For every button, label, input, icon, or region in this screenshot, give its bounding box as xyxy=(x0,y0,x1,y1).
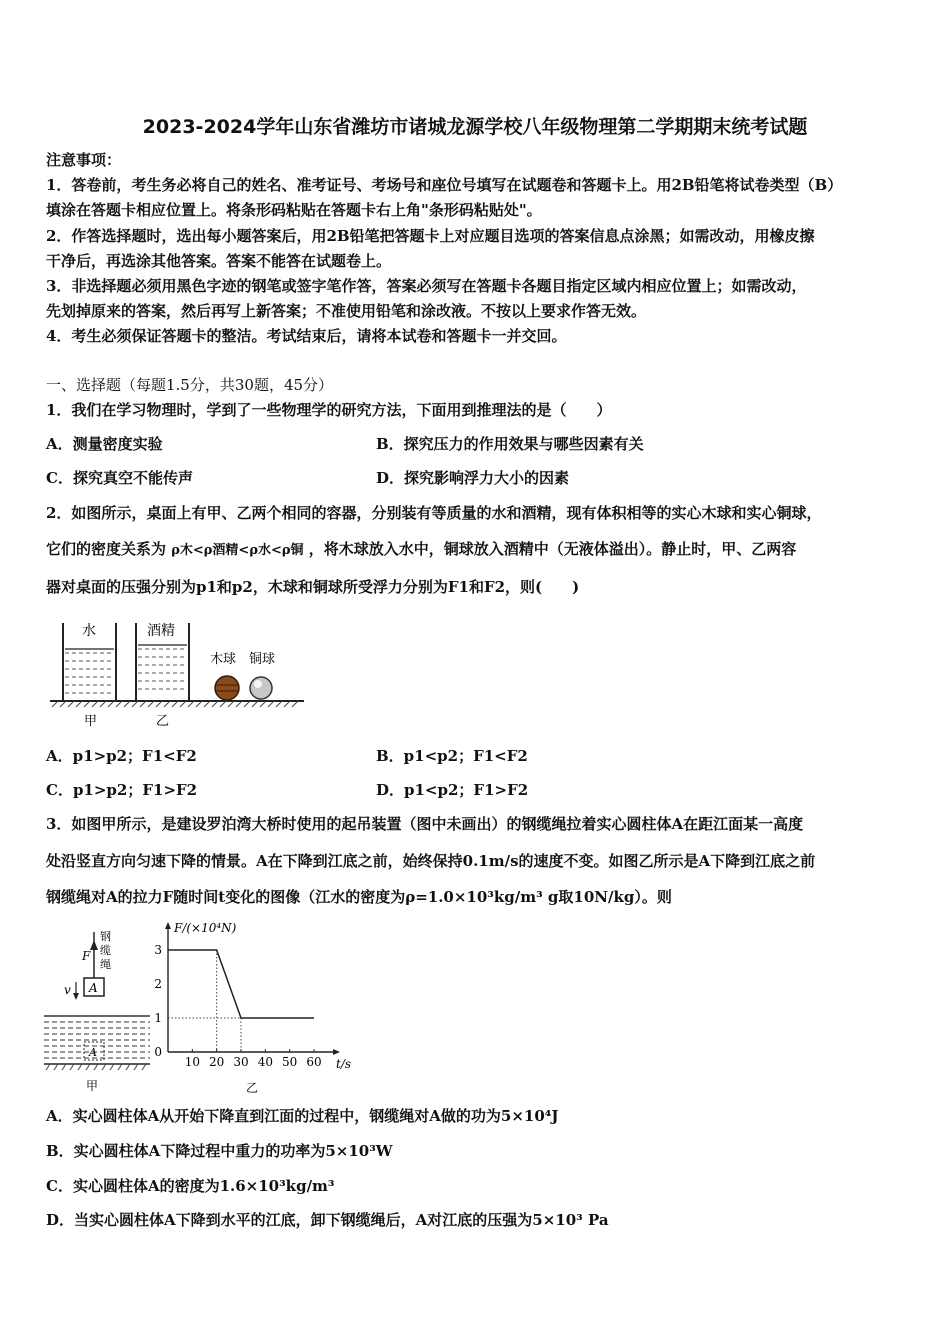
q3-option-c: C．实心圆柱体A的密度为1.6×10³kg/m³ xyxy=(46,1177,335,1195)
notice-line-7: 4．考生必须保证答题卡的整洁。考试结束后，请将本试卷和答题卡一并交回。 xyxy=(46,327,567,345)
label-alcohol: 酒精 xyxy=(147,623,175,639)
page-title: 2023-2024学年山东省潍坊市诸城龙源学校八年级物理第二学期期末统考试题 xyxy=(142,116,808,138)
q2-density-relation: ρ木<ρ酒精<ρ水<ρ铜 xyxy=(171,543,304,558)
notice-line-3: 2．作答选择题时，选出每小题答案后，用2B铅笔把答题卡上对应题目选项的答案信息点涂黑；如需改动，用橡皮擦 xyxy=(46,227,815,245)
chart-ylabel: F/(×10⁴N) xyxy=(174,921,237,935)
y-tick-label: 1 xyxy=(154,1011,162,1025)
q3-line-3: 钢缆绳对A的拉力F随时间t变化的图像（江水的密度为ρ=1.0×10³kg/m³ g取10N/kg）。则 xyxy=(46,888,672,906)
wood-ball xyxy=(215,676,239,700)
label-v: v xyxy=(64,983,71,997)
notice-line-5: 3．非选择题必须用黑色字迹的钢笔或签字笔作答，答案必须写在答题卡各题目指定区域内相应位置上；如需改动， xyxy=(46,277,807,295)
q3-option-b: B．实心圆柱体A下降过程中重力的功率为5×10³W xyxy=(46,1142,393,1160)
label-yi-q3: 乙 xyxy=(246,1081,259,1095)
river-lines xyxy=(44,1016,150,1058)
notice-heading: 注意事项： xyxy=(46,151,122,169)
y-tick-label: 2 xyxy=(154,977,162,991)
q1-stem: 1．我们在学习物理时，学到了一些物理学的研究方法，下面用到推理法的是（ ） xyxy=(46,401,612,419)
q2-line-2-text-b: ，将木球放入水中，铜球放入酒精中（无液体溢出）。静止时，甲、乙两容 xyxy=(308,540,797,558)
x-tick-label: 60 xyxy=(306,1055,322,1069)
x-tick-label: 30 xyxy=(233,1055,249,1069)
q1-option-d: D．探究影响浮力大小的因素 xyxy=(376,469,570,487)
q1-option-b: B．探究压力的作用效果与哪些因素有关 xyxy=(376,435,644,453)
y-tick-label: 0 xyxy=(154,1045,162,1059)
q2-option-a: A．p1>p2；F1<F2 xyxy=(46,747,197,765)
q1-option-c: C．探究真空不能传声 xyxy=(46,469,193,487)
x-tick-label: 50 xyxy=(282,1055,298,1069)
notice-line-4: 干净后，再选涂其他答案。答案不能答在试题卷上。 xyxy=(46,252,392,270)
x-tick-label: 40 xyxy=(257,1055,273,1069)
q2-option-b: B．p1<p2；F1<F2 xyxy=(376,747,528,765)
label-jia: 甲 xyxy=(84,714,98,729)
y-tick-label: 3 xyxy=(154,943,162,957)
q2-line-2 xyxy=(46,539,796,561)
force-series-line xyxy=(168,950,314,1018)
velocity-arrow-icon xyxy=(73,993,79,1000)
q3-option-d: D．当实心圆柱体A下降到水平的江底，卸下钢缆绳后，A对江底的压强为5×10³ Pa xyxy=(46,1211,609,1229)
q2-line-2-text-a: 它们的密度关系为 xyxy=(46,540,167,558)
notice-line-6: 先划掉原来的答案，然后再写上新答案；不准使用铅笔和涂改液。不按以上要求作答无效。 xyxy=(46,302,647,320)
alcohol-surface-lines xyxy=(138,649,187,689)
chart-ticks xyxy=(154,943,321,1069)
chart-xlabel: t/s xyxy=(336,1057,352,1071)
q3-figure-jia xyxy=(42,926,154,1096)
force-time-chart xyxy=(152,916,372,1096)
q3-option-a: A．实心圆柱体A从开始下降直到江面的过程中，钢缆绳对A做的功为5×10⁴J xyxy=(46,1107,559,1125)
q1-option-a: A．测量密度实验 xyxy=(46,435,163,453)
label-rope-1: 钢 xyxy=(100,930,111,943)
q2-figure xyxy=(46,615,308,733)
y-axis-arrow-icon xyxy=(165,922,171,929)
q2-line-1: 2．如图所示，桌面上有甲、乙两个相同的容器，分别装有等质量的水和酒精，现有体积相等的实心木球和实心铜球， xyxy=(46,504,822,522)
x-tick-label: 20 xyxy=(209,1055,225,1069)
label-yi: 乙 xyxy=(156,714,170,729)
label-water: 水 xyxy=(82,623,96,639)
q2-option-d: D．p1<p2；F1>F2 xyxy=(376,781,529,799)
label-A-submerged: A xyxy=(89,1046,97,1059)
label-F: F xyxy=(82,949,91,963)
x-tick-label: 10 xyxy=(184,1055,200,1069)
notice-line-2: 填涂在答题卡相应位置上。将条形码粘贴在答题卡右上角"条形码粘贴处"。 xyxy=(46,201,542,219)
q2-line-3: 器对桌面的压强分别为p1和p2，木球和铜球所受浮力分别为F1和F2，则( ) xyxy=(46,578,580,596)
q3-line-1: 3．如图甲所示，是建设罗泊湾大桥时使用的起吊装置（图中未画出）的钢缆绳拉着实心圆柱体A在距江面某一高度 xyxy=(46,815,804,833)
label-rope-3: 绳 xyxy=(100,958,111,971)
water-surface-lines xyxy=(65,653,114,693)
q2-option-c: C．p1>p2；F1>F2 xyxy=(46,781,198,799)
force-arrow-icon xyxy=(90,940,98,950)
chart-guides xyxy=(168,950,241,1052)
label-rope-2: 缆 xyxy=(100,944,111,957)
label-copper-ball: 铜球 xyxy=(249,652,276,667)
notice-line-1: 1．答卷前，考生务必将自己的姓名、准考证号、考场号和座位号填写在试题卷和答题卡上。用2B铅笔将试卷类型（B） xyxy=(46,176,843,194)
label-A: A xyxy=(89,981,98,995)
label-wood-ball: 木球 xyxy=(210,652,237,667)
section-heading: 一、选择题（每题1.5分，共30题，45分） xyxy=(46,376,334,394)
q3-line-2: 处沿竖直方向匀速下降的情景。A在下降到江底之前，始终保持0.1m/s的速度不变。如图乙所示是A下降到江底之前 xyxy=(46,852,816,870)
label-jia-q3: 甲 xyxy=(86,1079,99,1093)
chart-axes xyxy=(165,922,340,1055)
copper-ball xyxy=(250,677,272,699)
x-axis-arrow-icon xyxy=(333,1049,340,1055)
